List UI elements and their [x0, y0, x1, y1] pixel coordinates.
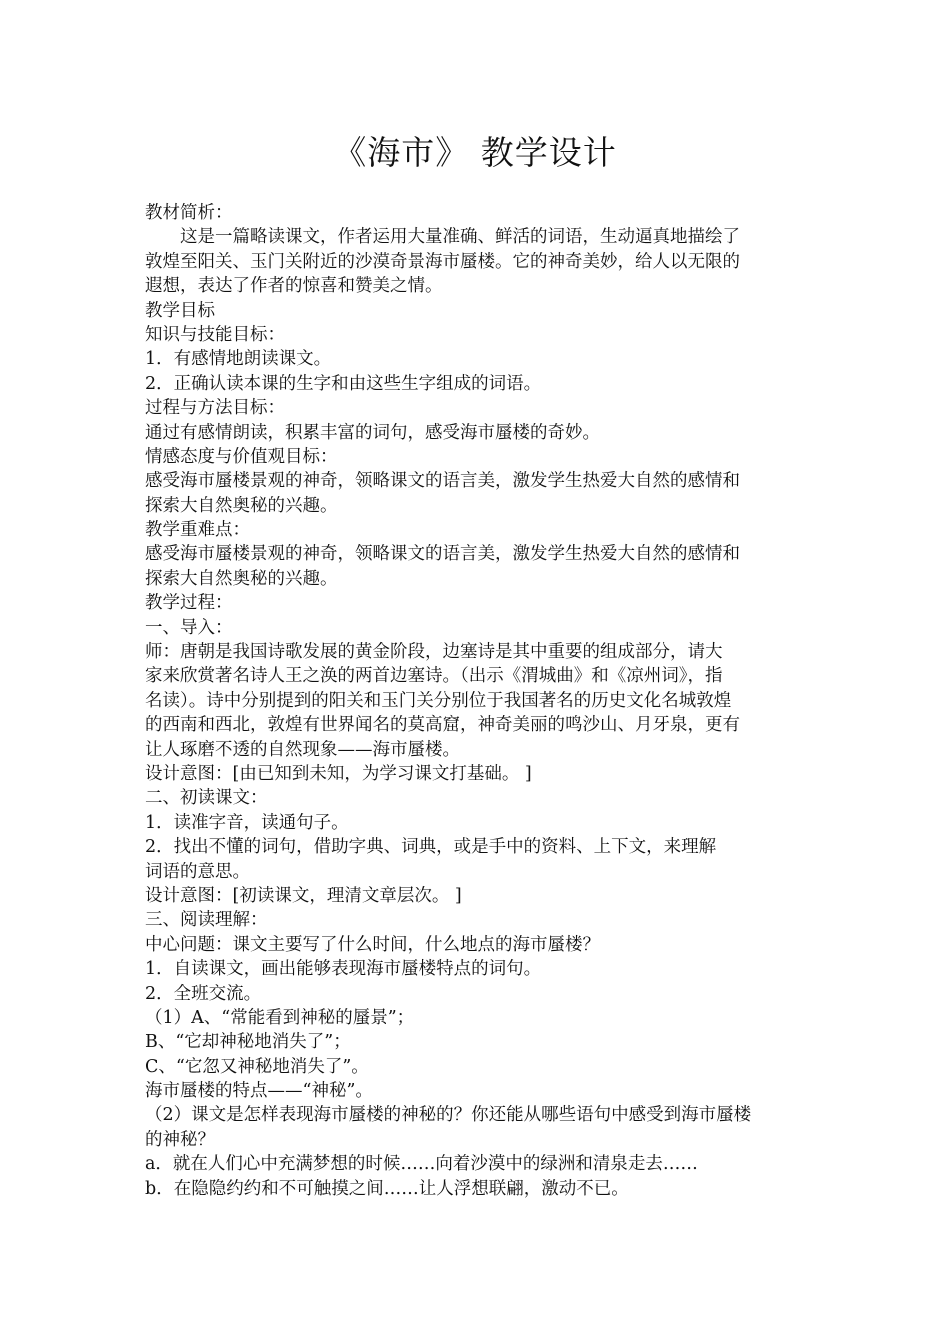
- text-line: 二、初读课文：: [145, 788, 268, 809]
- text-line: 名读）。诗中分别提到的阳关和玉门关分别位于我国著名的历史文化名城敦煌: [145, 690, 732, 711]
- text-line: （1）A、“常能看到神秘的蜃景”；: [145, 1007, 415, 1028]
- text-line: （2）课文是怎样表现海市蜃楼的神秘的？你还能从哪些语句中感受到海市蜃楼: [145, 1105, 752, 1126]
- text-line: 通过有感情朗读，积累丰富的词句，感受海市蜃楼的奇妙。: [145, 422, 600, 443]
- text-line: 一、导入：: [145, 617, 233, 638]
- text-line: 2．正确认读本课的生字和由这些生字组成的词语。: [145, 373, 542, 394]
- text-line: 情感态度与价值观目标：: [145, 446, 338, 467]
- document-body: [145, 201, 810, 1201]
- text-line: 这是一篇略读课文，作者运用大量准确、鲜活的词语，生动逼真地描绘了: [180, 227, 740, 248]
- text-line: 教材简析：: [145, 203, 233, 223]
- text-line: 2．全班交流。: [145, 983, 262, 1004]
- text-line: C、“它忽又神秘地消失了”。: [145, 1056, 369, 1077]
- text-line: 1．有感情地朗读课文。: [145, 349, 332, 370]
- text-line: 三、阅读理解：: [145, 910, 268, 931]
- text-line: 的西南和西北，敦煌有世界闻名的莫高窟，神奇美丽的鸣沙山、月牙泉，更有: [145, 715, 740, 736]
- text-line: 敦煌至阳关、玉门关附近的沙漠奇景海市蜃楼。它的神奇美妙，给人以无限的: [145, 251, 740, 272]
- document-title: 《海市》 教学设计: [333, 133, 617, 172]
- text-line: b．在隐隐约约和不可触摸之间……让人浮想联翩，激动不已。: [145, 1178, 629, 1199]
- text-line: 探索大自然奥秘的兴趣。: [145, 495, 338, 516]
- text-line: B、“它却神秘地消失了”；: [145, 1032, 351, 1053]
- text-line: 1．自读课文，画出能够表现海市蜃楼特点的词句。: [145, 959, 542, 980]
- text-line: 过程与方法目标：: [145, 398, 285, 419]
- text-line: 中心问题：课文主要写了什么时间，什么地点的海市蜃楼？: [145, 934, 600, 955]
- text-line: 设计意图：[由已知到未知，为学习课文打基础。 ]: [145, 763, 532, 784]
- text-line: 遐想，表达了作者的惊喜和赞美之情。: [145, 276, 443, 297]
- text-line: 教学过程：: [145, 593, 233, 614]
- text-line: 家来欣赏著名诗人王之涣的两首边塞诗。（出示《渭城曲》和《凉州词》，指: [145, 666, 723, 687]
- text-line: 1．读准字音，读通句子。: [145, 812, 349, 833]
- text-line: 设计意图：[初读课文，理清文章层次。 ]: [145, 885, 462, 906]
- text-line: 的神秘？: [145, 1129, 215, 1150]
- text-line: 探索大自然奥秘的兴趣。: [145, 568, 338, 589]
- text-line: a．就在人们心中充满梦想的时候……向着沙漠中的绿洲和清泉走去……: [145, 1154, 698, 1175]
- text-line: 知识与技能目标：: [145, 324, 285, 345]
- text-line: 感受海市蜃楼景观的神奇，领略课文的语言美，激发学生热爱大自然的感情和: [145, 544, 740, 565]
- text-line: 感受海市蜃楼景观的神奇，领略课文的语言美，激发学生热爱大自然的感情和: [145, 471, 740, 492]
- text-line: 词语的意思。: [145, 861, 250, 882]
- text-line: 师：唐朝是我国诗歌发展的黄金阶段，边塞诗是其中重要的组成部分，请大: [145, 642, 723, 663]
- text-line: 让人琢磨不透的自然现象——海市蜃楼。: [145, 739, 460, 760]
- text-line: 海市蜃楼的特点——“神秘”。: [145, 1081, 373, 1102]
- text-line: 教学目标: [145, 300, 215, 321]
- text-line: 教学重难点：: [145, 520, 250, 541]
- text-line: 2．找出不懂的词句，借助字典、词典，或是手中的资料、上下文，来理解: [145, 837, 717, 858]
